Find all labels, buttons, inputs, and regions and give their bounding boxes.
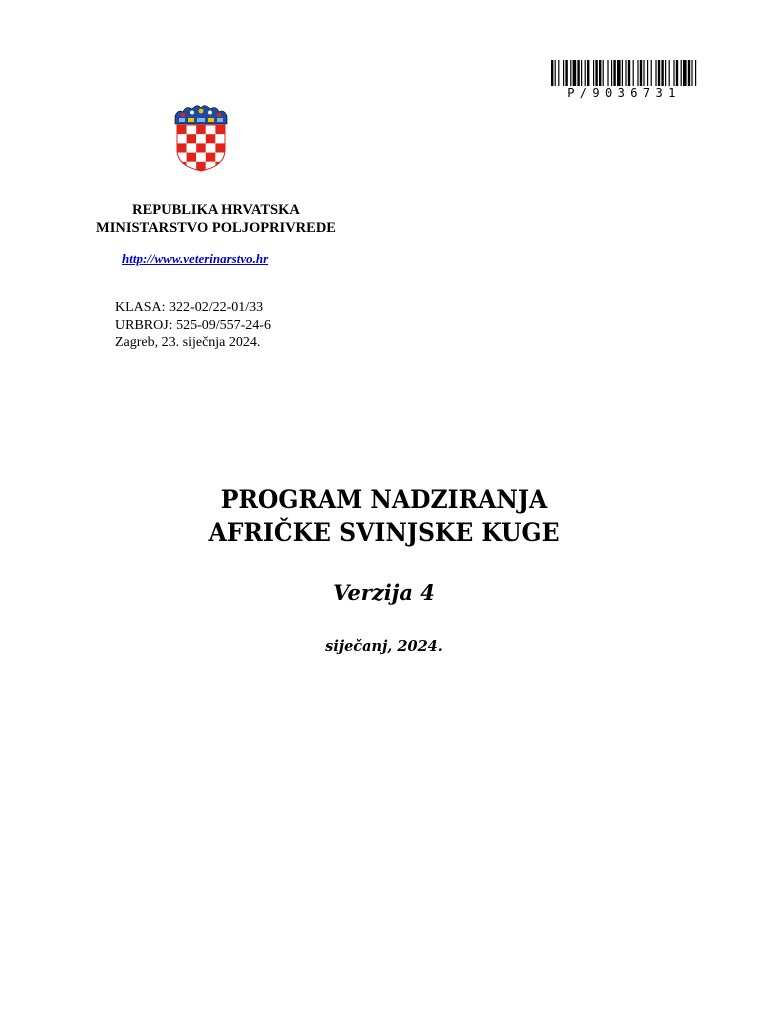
issuer-header <box>80 201 352 237</box>
barcode-bar <box>563 60 564 88</box>
barcode-bar <box>593 60 594 88</box>
barcode-bar <box>691 60 692 88</box>
barcode-bar <box>581 60 582 88</box>
barcode-bar <box>577 60 579 88</box>
barcode-bar <box>683 60 687 88</box>
country-name: REPUBLIKA HRVATSKA <box>132 202 300 218</box>
document-version: Verzija 4 <box>333 580 435 605</box>
shield-square <box>196 143 206 152</box>
barcode-bar <box>643 60 644 88</box>
crown <box>175 106 227 124</box>
shield-square <box>206 153 216 162</box>
shield-square <box>206 134 216 143</box>
document-date: siječanj, 2024. <box>325 638 443 655</box>
barcode-bar <box>585 60 586 88</box>
title-line-2: AFRIČKE SVINJSKE KUGE <box>208 518 560 547</box>
barcode-bar <box>676 60 678 88</box>
barcode-bar <box>573 60 577 88</box>
document-title <box>102 483 666 549</box>
shield-square <box>177 143 187 152</box>
barcode-bar <box>587 60 589 88</box>
urbroj-line: URBROJ: 525-09/557-24-6 <box>115 317 271 333</box>
barcode-bar <box>681 60 682 88</box>
shield-square <box>206 125 216 134</box>
barcode-bar <box>555 60 556 88</box>
barcode-bar <box>651 60 652 88</box>
barcode-bar <box>599 60 601 88</box>
shield-square <box>196 125 206 134</box>
barcode-bar <box>595 60 597 88</box>
barcode-bar <box>688 60 690 88</box>
barcode-bar <box>673 60 674 88</box>
shield-square <box>187 143 197 152</box>
shield-square <box>196 134 206 143</box>
barcode-bars <box>551 60 697 88</box>
barcode-bar <box>640 60 642 88</box>
place-date-line: Zagreb, 23. siječnja 2024. <box>115 335 261 350</box>
shield-square <box>187 134 197 143</box>
shield-square <box>187 153 197 162</box>
barcode-bar <box>551 60 553 88</box>
barcode-bar <box>695 60 696 88</box>
barcode-bar <box>637 60 638 88</box>
barcode-bar <box>570 60 571 88</box>
title-line-1: PROGRAM NADZIRANJA <box>220 485 548 514</box>
barcode-bar <box>628 60 630 88</box>
barcode-bar <box>661 60 663 88</box>
barcode <box>551 60 697 100</box>
barcode-text: P/9036731 <box>551 86 697 100</box>
shield-square <box>196 153 206 162</box>
barcode-bar <box>558 60 559 88</box>
shield-square <box>177 125 187 134</box>
shield-square <box>215 134 225 143</box>
barcode-bar <box>669 60 670 88</box>
shield-square <box>215 125 225 134</box>
barcode-bar <box>655 60 656 88</box>
shield-square <box>196 162 206 171</box>
barcode-bar <box>565 60 567 88</box>
barcode-bar <box>622 60 623 88</box>
website-link[interactable]: http://www.veterinarstvo.hr <box>122 251 269 266</box>
ministry-name: MINISTARSTVO POLJOPRIVREDE <box>96 220 336 236</box>
barcode-bar <box>625 60 626 88</box>
croatian-coat-of-arms-icon <box>170 100 232 172</box>
barcode-bar <box>607 60 608 88</box>
shield-square <box>187 125 197 134</box>
barcode-bar <box>658 60 660 88</box>
shield-square <box>206 143 216 152</box>
barcode-bar <box>613 60 615 88</box>
shield-square <box>215 143 225 152</box>
barcode-bar <box>647 60 648 88</box>
barcode-bar <box>633 60 634 88</box>
barcode-bar <box>611 60 612 88</box>
barcode-bar <box>617 60 621 88</box>
reference-block <box>115 299 271 352</box>
shield-square <box>177 162 187 171</box>
klasa-line: KLASA: 322-02/22-01/33 <box>115 300 264 315</box>
barcode-bar <box>603 60 604 88</box>
shield-square <box>215 162 225 171</box>
shield-square <box>177 134 187 143</box>
barcode-bar <box>665 60 666 88</box>
